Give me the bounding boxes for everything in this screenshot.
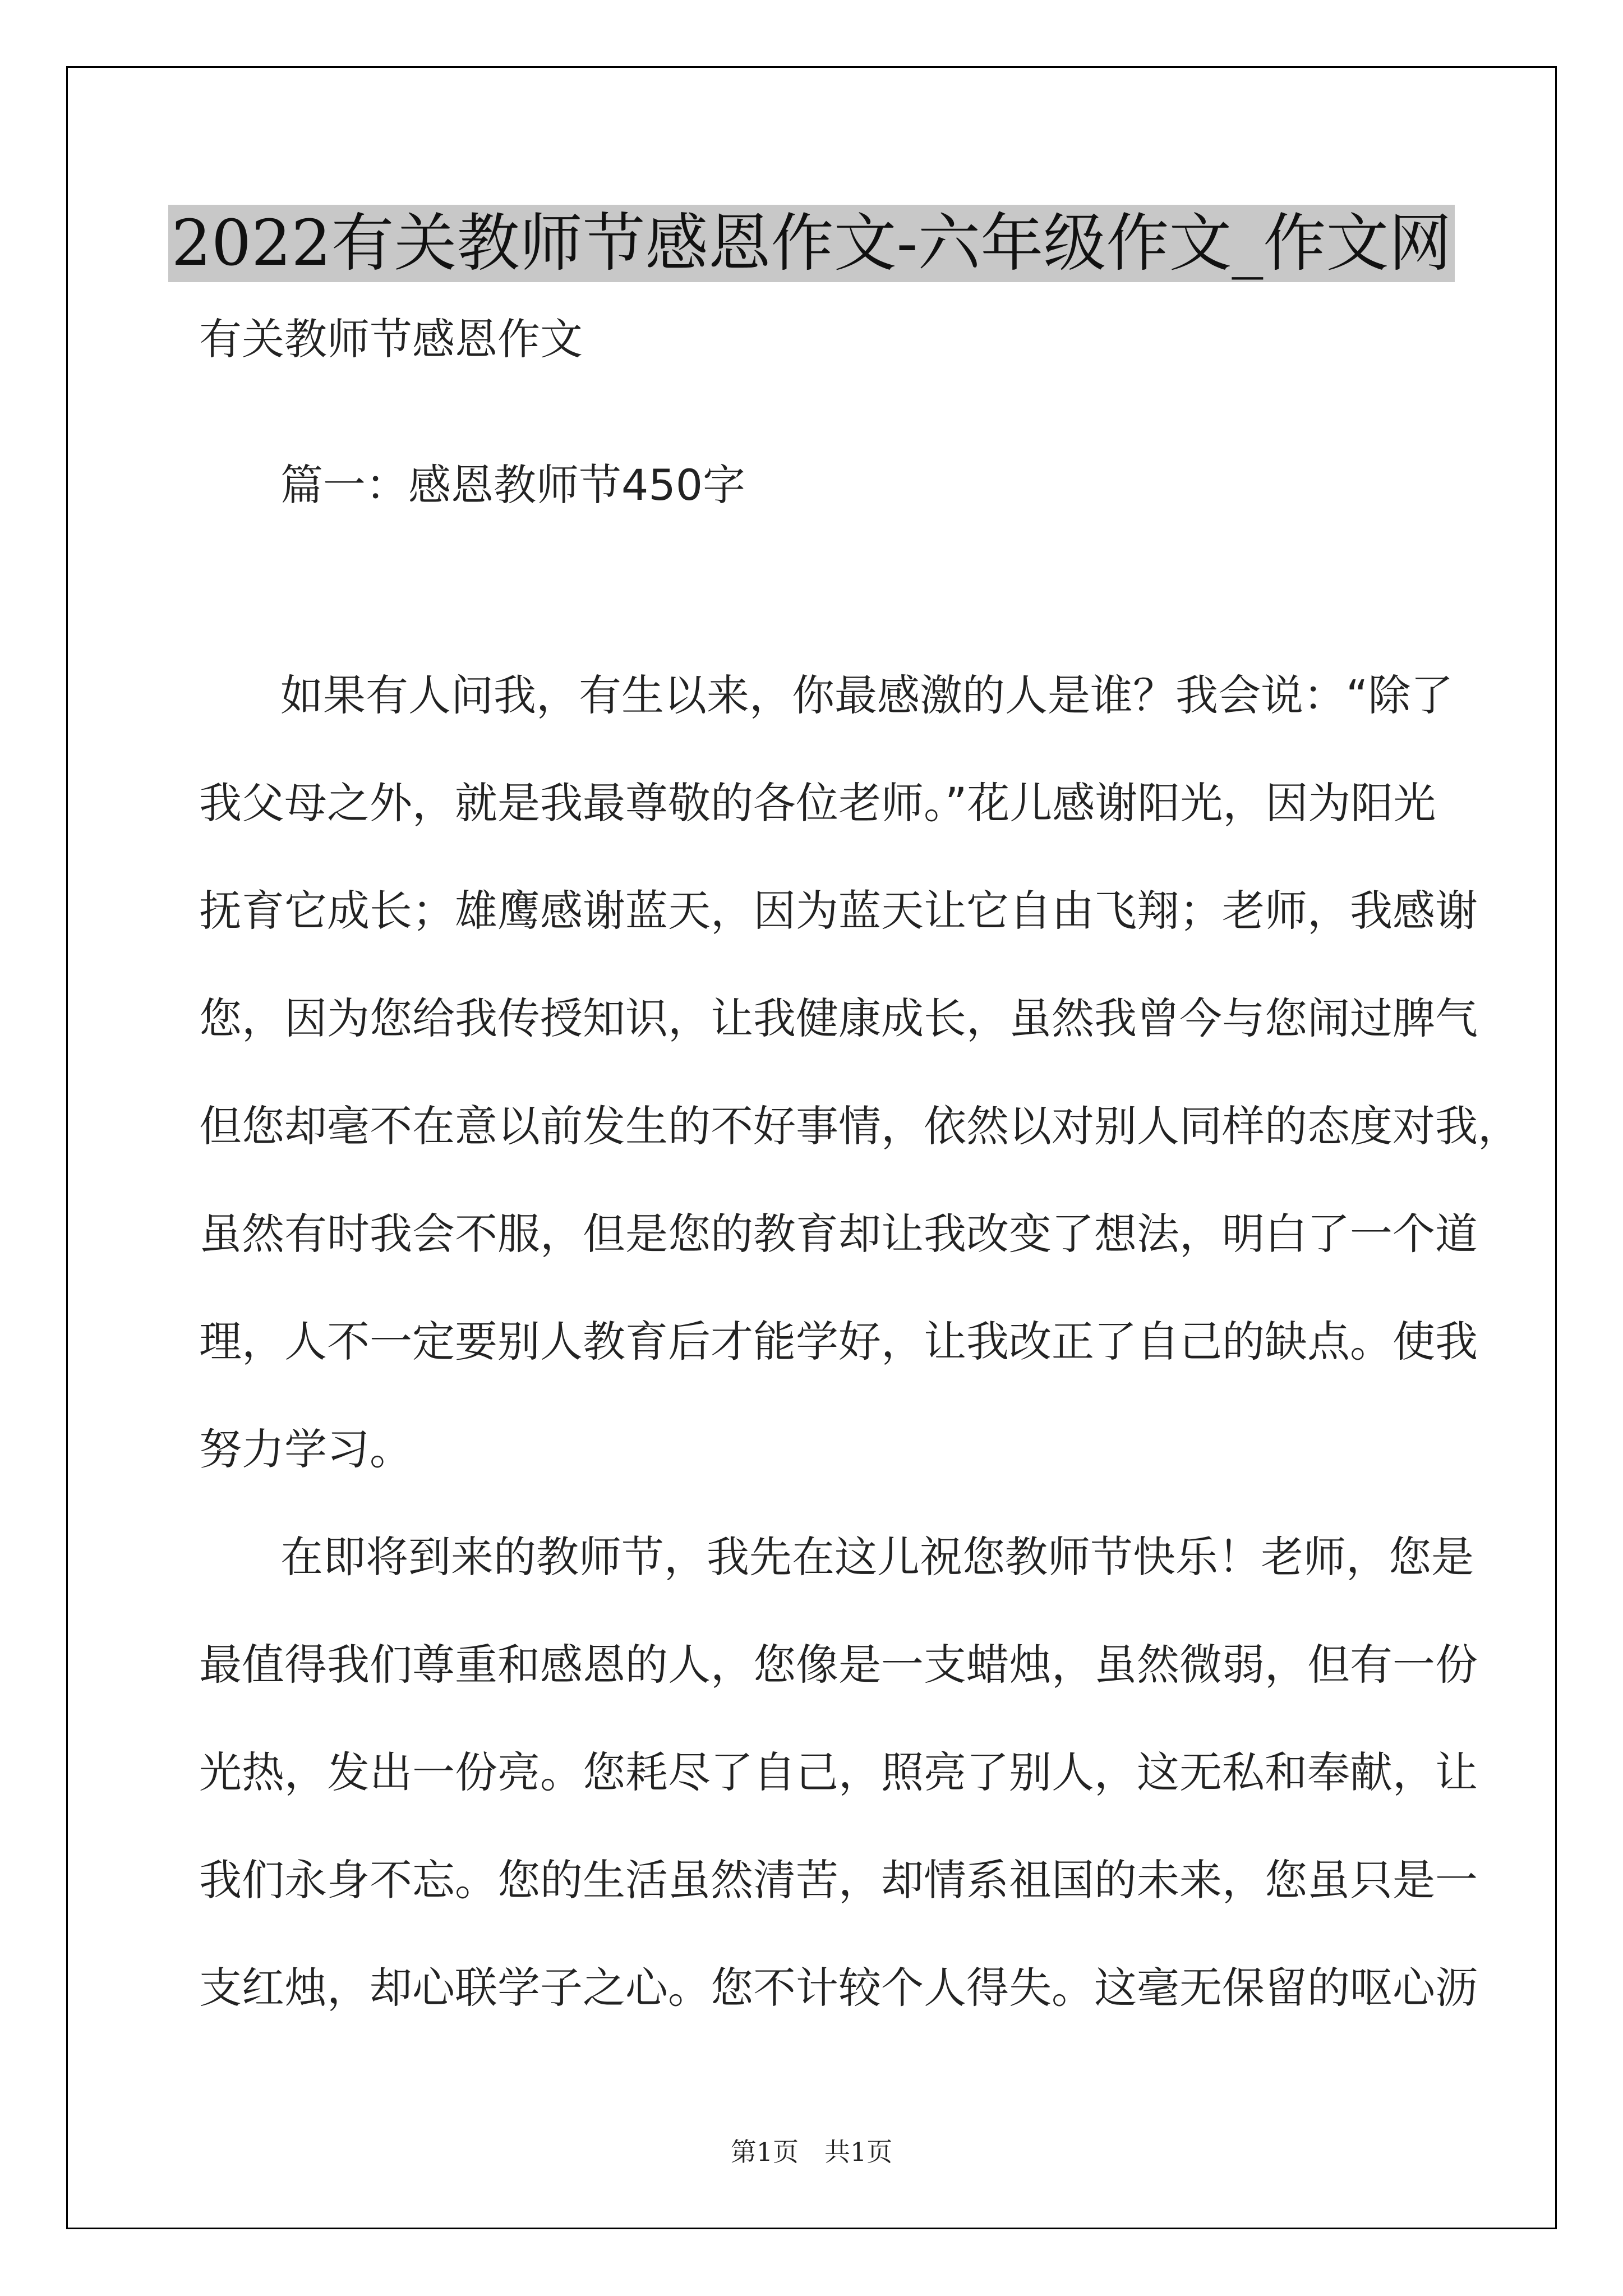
paragraph-line: 努力学习。 — [199, 1424, 412, 1474]
paragraph-line: 在即将到来的教师节，我先在这儿祝您教师节快乐！老师，您是 — [280, 1532, 1474, 1582]
paragraph-line: 抚育它成长；雄鹰感谢蓝天，因为蓝天让它自由飞翔；老师，我感谢 — [199, 886, 1478, 936]
paragraph-line: 您，因为您给我传授知识，让我健康成长，虽然我曾今与您闹过脾气 — [199, 993, 1478, 1043]
paragraph-line: 支红烛，却心联学子之心。您不计较个人得失。这毫无保留的呕心沥 — [199, 1963, 1478, 2013]
paragraph-line: 但您却毫不在意以前发生的不好事情，依然以对别人同样的态度对我， — [199, 1101, 1520, 1151]
section-heading: 篇一：感恩教师节450字 — [280, 460, 746, 510]
paragraph-line: 虽然有时我会不服，但是您的教育却让我改变了想法，明白了一个道 — [199, 1209, 1478, 1259]
paragraph-line: 如果有人问我，有生以来，你最感激的人是谁？我会说：“除了 — [280, 670, 1454, 720]
paragraph-line: 我们永身不忘。您的生活虽然清苦，却情系祖国的未来，您虽只是一 — [199, 1855, 1478, 1905]
paragraph-line: 理，人不一定要别人教育后才能学好，让我改正了自己的缺点。使我 — [199, 1317, 1478, 1366]
paragraph-line: 光热，发出一份亮。您耗尽了自己，照亮了别人，这无私和奉献，让 — [199, 1747, 1478, 1797]
paragraph-line: 我父母之外，就是我最尊敬的各位老师。”花儿感谢阳光，因为阳光 — [199, 778, 1436, 828]
page-footer: 第1页 共1页 — [730, 2137, 893, 2167]
document-title-container — [0, 205, 1623, 282]
document-title: 2022有关教师节感恩作文-六年级作文_作文网 — [168, 205, 1455, 282]
paragraph-line: 最值得我们尊重和感恩的人，您像是一支蜡烛，虽然微弱，但有一份 — [199, 1640, 1478, 1690]
document-subtitle: 有关教师节感恩作文 — [199, 314, 583, 364]
